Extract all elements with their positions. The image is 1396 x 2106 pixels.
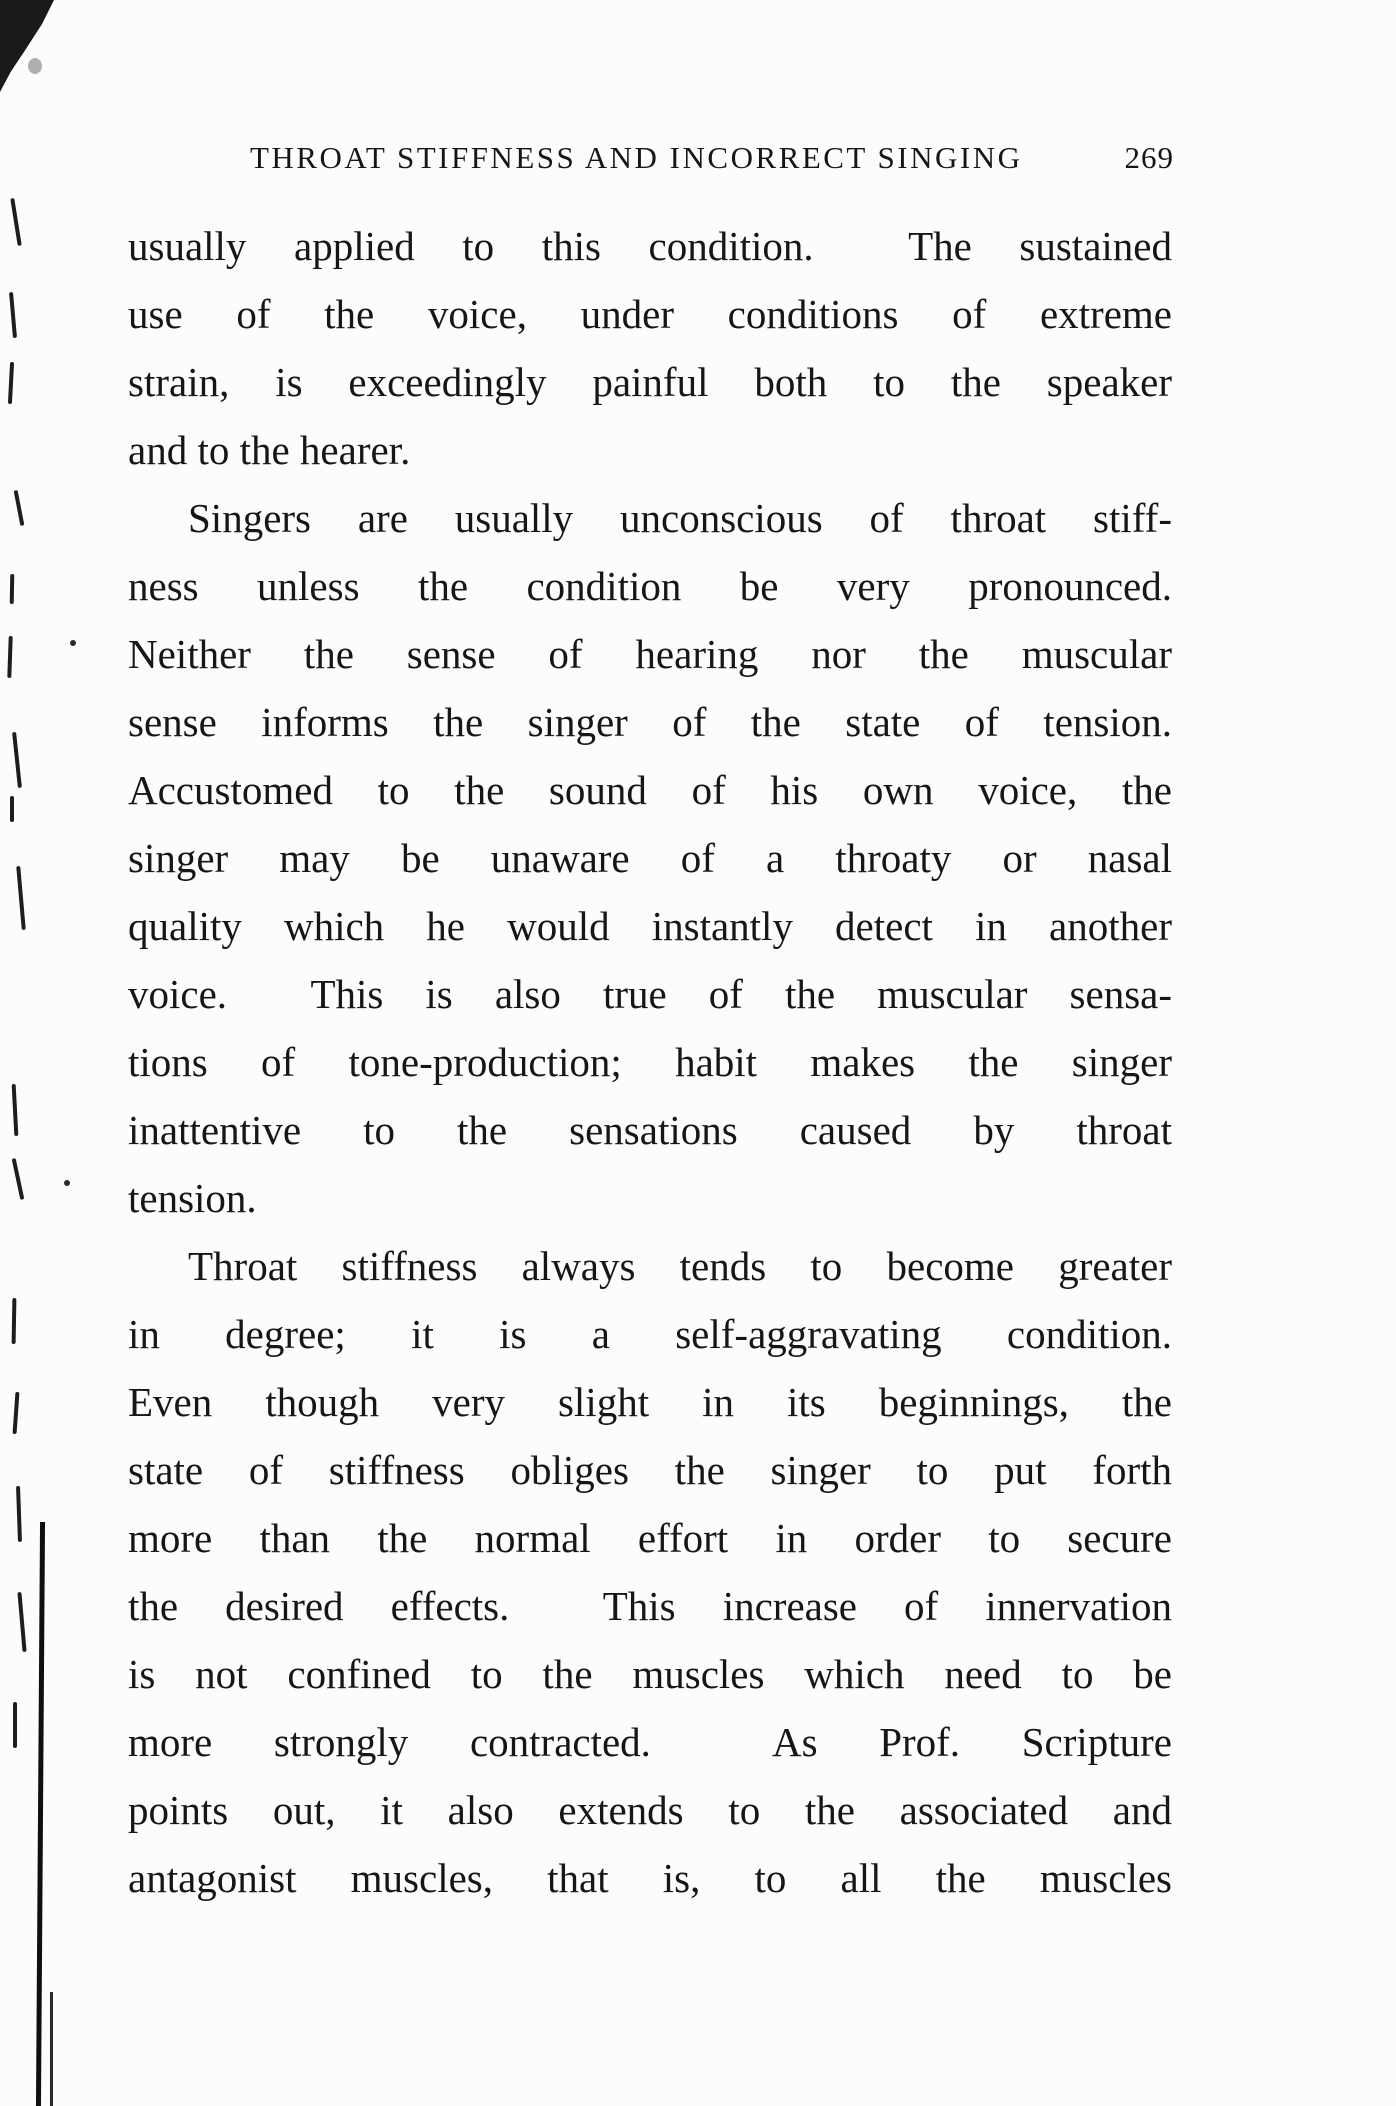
scan-mark [13, 1702, 17, 1748]
page-number: 269 [1124, 140, 1174, 175]
scan-mark [12, 1084, 19, 1136]
text-line: Even though very slight in its beginnings, the [128, 1379, 1172, 1425]
text-line: Throat stiffness always tends to become greater [188, 1243, 1172, 1289]
text-line: tions of tone-production; habit makes the singer [128, 1039, 1172, 1085]
text-line: use of the voice, under conditions of extreme [128, 291, 1172, 337]
text-line: ness unless the condition be very pronounced. [128, 563, 1172, 609]
text-line: Neither the sense of hearing nor the muscular [128, 631, 1172, 677]
text-line: Singers are usually unconscious of throat stiff- [188, 495, 1172, 541]
scan-mark [16, 1486, 22, 1542]
text-line: more than the normal effort in order to secure [128, 1515, 1172, 1561]
scan-mark [16, 866, 26, 930]
text-line: voice. This is also true of the muscular sensa- [128, 971, 1172, 1017]
scan-dot [64, 1180, 70, 1186]
scan-mark [10, 198, 21, 246]
text-line: sense informs the singer of the state of tension. [128, 699, 1172, 745]
scan-mark [17, 1592, 26, 1652]
scan-edge-line-short [50, 1992, 53, 2106]
text-line: quality which he would instantly detect in another [128, 903, 1172, 949]
text-line: strain, is exceedingly painful both to the speaker [128, 359, 1172, 405]
text-line: Accustomed to the sound of his own voice, the [128, 767, 1172, 813]
scan-mark [7, 636, 12, 678]
page-body [128, 212, 1172, 1912]
scan-edge-line [36, 1522, 45, 2106]
scan-mark [12, 1158, 25, 1200]
scan-mark [8, 362, 14, 404]
running-head-title: THROAT STIFFNESS AND INCORRECT SINGING [249, 140, 1023, 175]
scan-mark [9, 292, 17, 338]
scan-mark [10, 796, 14, 822]
text-line: points out, it also extends to the associated and [128, 1787, 1172, 1833]
running-head [148, 140, 1174, 176]
scan-mark [14, 490, 25, 526]
text-line: state of stiffness obliges the singer to put forth [128, 1447, 1172, 1493]
scan-corner-mark [0, 0, 54, 92]
scan-mark [10, 574, 15, 604]
text-line: is not confined to the muscles which need to be [128, 1651, 1172, 1697]
text-line: singer may be unaware of a throaty or nasal [128, 835, 1172, 881]
scan-dot [70, 640, 76, 646]
scan-mark [12, 732, 22, 788]
scan-mark [13, 1392, 20, 1434]
text-line: and to the hearer. [128, 427, 411, 473]
text-line: the desired effects. This increase of innervation [128, 1583, 1172, 1629]
text-line: tension. [128, 1175, 257, 1221]
text-line: antagonist muscles, that is, to all the muscles [128, 1855, 1172, 1901]
text-line: usually applied to this condition. The sustained [128, 223, 1172, 269]
text-line: more strongly contracted. As Prof. Scripture [128, 1719, 1172, 1765]
text-line: inattentive to the sensations caused by throat [128, 1107, 1172, 1153]
scan-mark [12, 1298, 17, 1344]
scan-speck [28, 58, 42, 74]
text-line: in degree; it is a self-aggravating condition. [128, 1311, 1172, 1357]
